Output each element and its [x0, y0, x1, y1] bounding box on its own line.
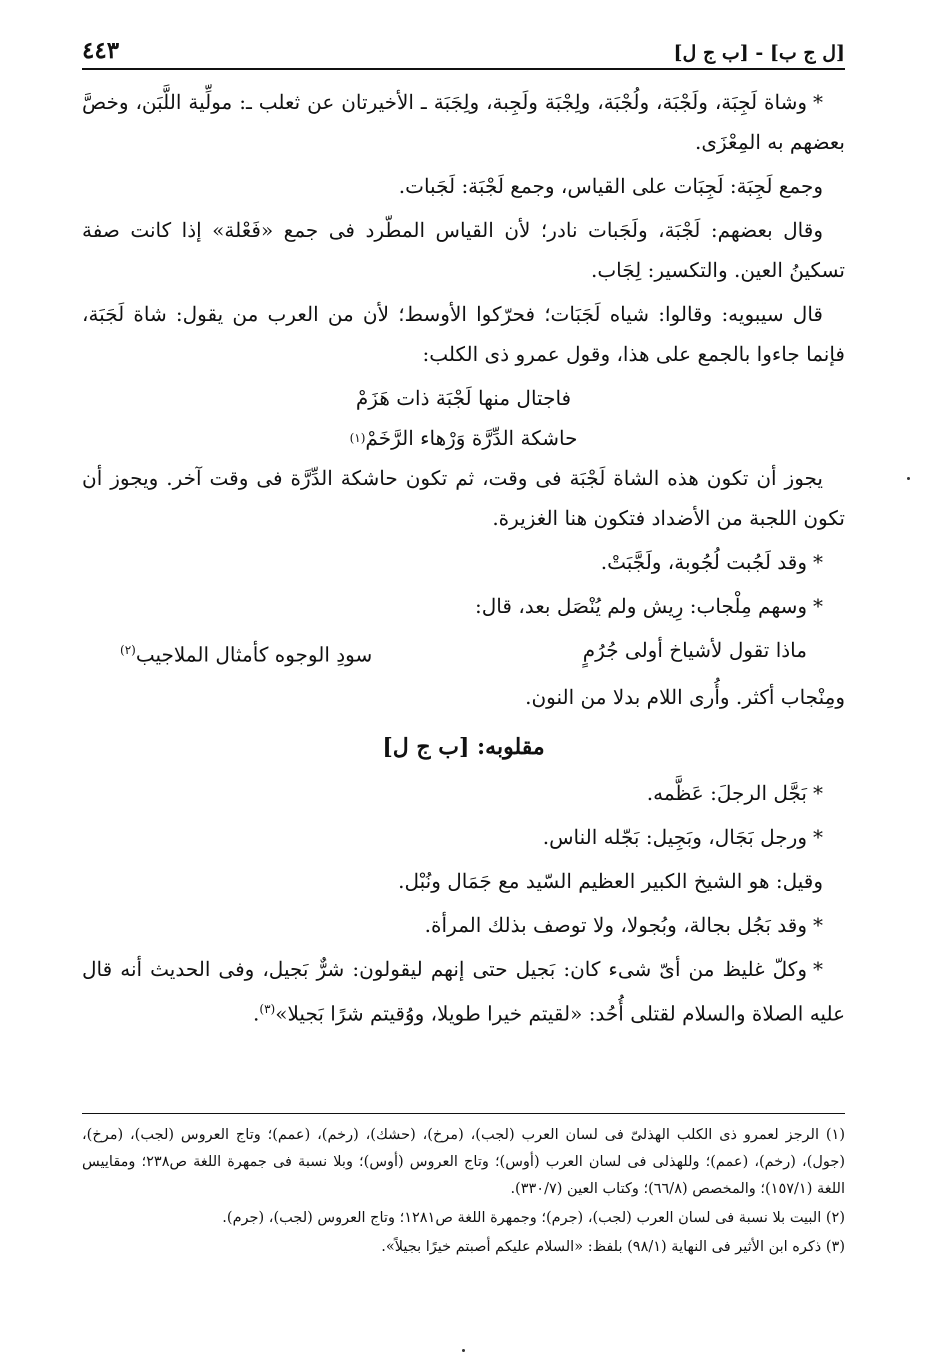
paragraph-text: بَجَّل الرجلَ: عَظَّمه.	[646, 780, 807, 805]
main-text	[82, 82, 845, 1037]
paragraph	[82, 773, 845, 813]
entry-marker: *	[813, 912, 823, 937]
footnote-divider	[82, 1113, 845, 1114]
page-header	[82, 30, 845, 70]
entry-marker: *	[813, 550, 823, 574]
footnote-ref: (٢)	[120, 643, 136, 657]
paragraph	[82, 166, 845, 206]
paragraph	[82, 210, 845, 290]
footnote-ref: (١)	[349, 431, 366, 445]
paragraph	[82, 542, 845, 582]
paragraph-text: وسهم مِلْجاب: رِيش ولم يُنْصَل بعد، قال:	[475, 594, 807, 618]
paragraph-text: وقد لَجُبت لُجُوبة، ولَجَّبَتْ.	[600, 550, 807, 574]
running-head: [ل ج ب] - [ب ج ل]	[673, 42, 845, 64]
paragraph-text: وقد بَجُل بجالة، وبُجولا، ولا توصف بذلك المرأة.	[424, 912, 807, 937]
verse-line	[82, 418, 845, 458]
verse-text: فاجتال منها لَجْبَة ذات هَزَمْ	[355, 386, 572, 410]
scan-speck	[907, 477, 910, 480]
paragraph	[82, 905, 845, 945]
paragraph-text: وقيل: هو الشيخ الكبير العظيم السّيد مع جَمَال ونُبْل.	[398, 868, 823, 893]
footnote-ref: (٣)	[259, 1001, 276, 1016]
paragraph-text: وكلّ غليظ من أىّ شىء كان: بَجيل حتى إنهم ليقولون: شرٌّ بَجيل، وفى الحديث أنه قال عليه الصلاة والسلام لقتلى أُحُد: «لقيتم خيرا طويلا، ووُقيتم شرًا بَجيلا»	[82, 956, 845, 1026]
paragraph	[82, 861, 845, 901]
paragraph-text: قال سيبويه: وقالوا: شياه لَجَبَات؛ فحرّكوا الأوسط؛ لأن من العرب من يقول: شاة لَجَبَة، فإنما جاءوا بالجمع على هذا، وقول عمرو ذى الكلب:	[82, 302, 845, 366]
footnote: (١) الرجز لعمرو ذى الكلب الهذلىّ فى لسان العرب (لجب)، (مرخ)، (حشك)، (رخم)، (عمم)؛ وتاج العروس (لجب)، (مرخ)، (جول)، (رخم)، (عمم)؛ وللهذلى فى لسان العرب (أوس)؛ وتاج العروس (أوس)؛ وبلا نسبة فى جمهرة اللغة ص٢٣٨؛ ومقاييس اللغة (١٥٧/١)؛ والمخصص (٦٦/٨)؛ وكتاب العين (٣٣٠/٧).	[82, 1127, 845, 1197]
entry-marker: *	[813, 956, 823, 981]
footnote: (٢) البيت بلا نسبة فى لسان العرب (لجب)، (جرم)؛ وجمهرة اللغة ص١٢٨١؛ وتاج العروس (لجب)، (جرم).	[222, 1210, 845, 1226]
page-number: ٤٤٣	[82, 37, 120, 64]
paragraph	[82, 82, 845, 162]
paragraph-text: وجمع لَجِبَة: لَجِبَات على القياس، وجمع لَجْبَة: لَجَبات.	[398, 174, 823, 198]
paragraph	[82, 677, 845, 717]
entry-marker: *	[813, 824, 823, 849]
paragraph-text: يجوز أن تكون هذه الشاة لَجْبَة فى وقت، ثم تكون حاشكة الدِّرَّة فى وقت آخر. ويجوز أن تكون اللجبة من الأضداد فتكون هنا الغزيرة.	[82, 466, 845, 530]
paragraph	[82, 458, 845, 538]
verse-line	[82, 378, 845, 418]
section-heading: مقلوبه: [ب ج ل]	[382, 733, 545, 760]
paragraph	[82, 586, 845, 626]
paragraph	[82, 817, 845, 857]
entry-marker: *	[813, 780, 823, 805]
verse-text: حاشكة الدِّرَّة وَرْهاء الرَّخَمْ	[365, 426, 578, 450]
entry-marker: *	[813, 594, 823, 618]
verse-couplet	[120, 630, 807, 675]
paragraph-text: ومِنْجاب أكثر. وأُرى اللام بدلا من النون.	[525, 684, 845, 709]
scan-speck	[462, 1349, 465, 1352]
verse-hemistich-right: ماذا تقول لأشياخ أولى جُرُمٍ	[582, 638, 807, 662]
paragraph	[82, 294, 845, 374]
paragraph: *وكلّ غليظ من أىّ شىء كان: بَجيل حتى إنهم ليقولون: شرٌّ بَجيل، وفى الحديث أنه قال عليه الصلاة والسلام لقتلى أُحُد: «لقيتم خيرا طويلا، ووُقيتم شرًا بَجيلا»$^{(٣)}$.	[82, 956, 845, 1026]
entry-marker: *	[813, 90, 823, 114]
footnotes	[82, 1122, 845, 1263]
verse-hemistich-left	[120, 630, 372, 675]
paragraph-text: ورجل بَجَال، وبَجِيل: بَجّله الناس.	[542, 824, 807, 849]
paragraph-text: وشاة لَجِبَة، ولَجْبَة، ولُجْبَة، ولِجْبَة ولَجِبة، ولِجَبَة ـ الأخيرتان عن ثعلب ـ: مولِّية اللَّبَن، وخصَّ بعضهم به المِعْزَى.	[82, 90, 845, 154]
verse-text: سودِ الوجوه كأمثال الملاجيب	[135, 642, 373, 667]
paragraph-text: وقال بعضهم: لَجْبَة، ولَجَبات نادر؛ لأن القياس المطّرد فى جمع «فَعْلة» إذا كانت صفة تسكينُ العين. والتكسير: لِجَاب.	[82, 218, 845, 282]
footnote: (٣) ذكره ابن الأثير فى النهاية (٩٨/١) بلفظ: «السلام عليكم أصبتم خيرًا بجيلاً».	[381, 1239, 845, 1255]
